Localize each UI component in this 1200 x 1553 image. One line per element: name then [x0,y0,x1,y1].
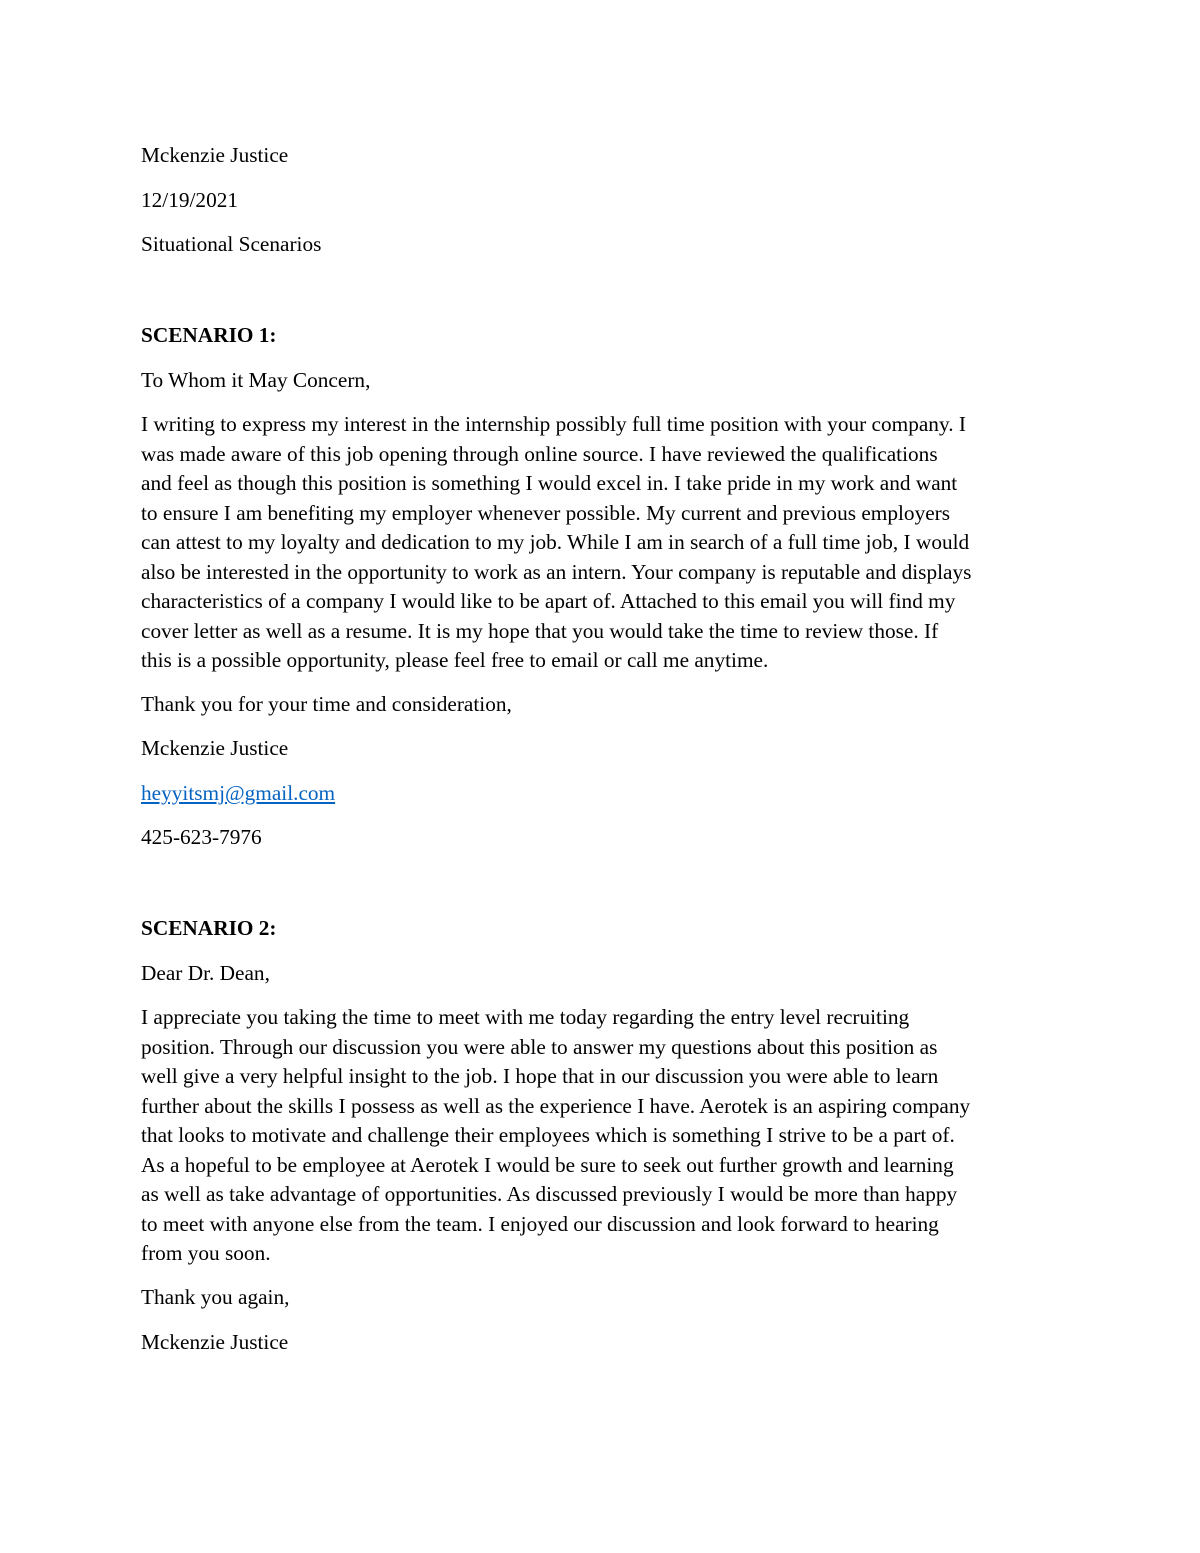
email-link[interactable]: heyyitsmj@gmail.com [141,781,336,805]
body-line: and feel as though this position is something I would excel in. I take pride in my work and want [141,471,958,495]
author-name: Mckenzie Justice [141,143,289,167]
body-line: I appreciate you taking the time to meet with me today regarding the entry level recruiting [141,1005,910,1029]
body-line: also be interested in the opportunity to work as an intern. Your company is reputable and displays [141,559,972,584]
scenario-2-closing: Thank you again, [141,1285,290,1309]
scenario-1-salutation: To Whom it May Concern, [141,368,371,392]
body-line: I writing to express my interest in the internship possibly full time position with your company. I [141,412,966,436]
scenario-1-phone: 425-623-7976 [141,825,262,849]
body-line: to meet with anyone else from the team. I enjoyed our discussion and look forward to hearing [141,1211,939,1236]
body-line: this is a possible opportunity, please feel free to email or call me anytime. [141,648,769,672]
body-line: to ensure I am benefiting my employer whenever possible. My current and previous employers [141,500,951,525]
scenario-2-salutation: Dear Dr. Dean, [141,961,270,985]
scenario-2-body [141,1003,1066,1269]
body-line: can attest to my loyalty and dedication to my job. While I am in search of a full time job, I would [141,530,970,554]
scenario-1-email-line [141,779,1066,809]
body-line: As a hopeful to be employee at Aerotek I would be sure to seek out further growth and learning [141,1152,954,1177]
body-line: cover letter as well as a resume. It is my hope that you would take the time to review those. If [141,618,939,643]
body-line: further about the skills I possess as well as the experience I have. Aerotek is an aspiring company [141,1093,971,1118]
document-title: Situational Scenarios [141,232,322,256]
body-line: was made aware of this job opening through online source. I have reviewed the qualifications [141,441,938,466]
document-date: 12/19/2021 [141,188,239,212]
scenario-2-signature: Mckenzie Justice [141,1330,289,1354]
scenario-1-body [141,410,1066,676]
body-line: well give a very helpful insight to the job. I hope that in our discussion you were able to learn [141,1064,939,1088]
body-line: as well as take advantage of opportunities. As discussed previously I would be more than happy [141,1182,958,1206]
body-line: position. Through our discussion you were able to answer my questions about this position as [141,1034,938,1059]
body-line: from you soon. [141,1241,271,1265]
scenario-1-closing: Thank you for your time and consideration, [141,692,512,716]
body-line: that looks to motivate and challenge their employees which is something I strive to be a part of. [141,1123,955,1147]
scenario-2-heading: SCENARIO 2: [141,916,277,940]
scenario-1-signature: Mckenzie Justice [141,736,289,760]
scenario-1-heading: SCENARIO 1: [141,323,277,347]
body-line: characteristics of a company I would like to be apart of. Attached to this email you will find my [141,589,956,613]
